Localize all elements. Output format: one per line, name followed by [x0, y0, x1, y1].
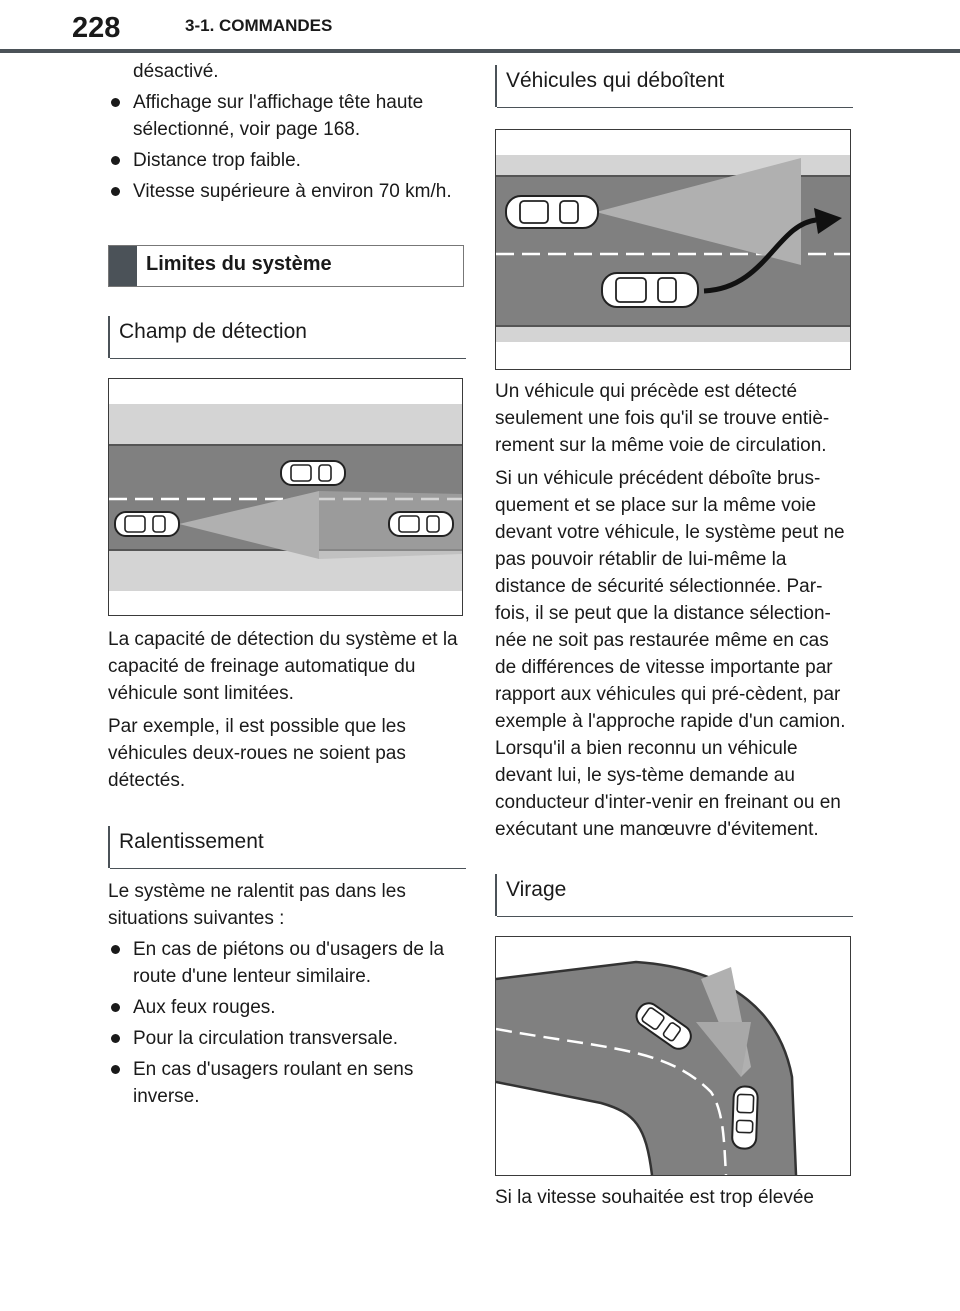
bullet-dot-icon	[111, 98, 120, 107]
ralent-paragraph-1: Le système ne ralentit pas dans les situations suivantes :	[108, 881, 406, 929]
bullet-dot-icon	[111, 156, 120, 165]
figure-detection-field	[108, 378, 463, 616]
subheading-ralentissement	[108, 826, 464, 868]
list-item: Affichage sur l'affichage tête haute sélectionné, voir page 168.	[108, 89, 464, 143]
page-number: 228	[72, 12, 121, 44]
detection-field-illustration	[109, 379, 462, 615]
header-rule	[0, 49, 960, 53]
list-item: Distance trop faible.	[108, 147, 464, 174]
figure-cutting-in	[495, 129, 851, 370]
bullet-dot-icon	[111, 1065, 120, 1074]
bullet-dot-icon	[111, 1003, 120, 1012]
deboit-paragraph-1: Un véhicule qui précède est détecté seulement une fois qu'il se trouve entiè-rement sur la même voie de circulation.	[495, 381, 830, 456]
left-column	[108, 58, 464, 1110]
car-icon	[602, 273, 698, 307]
subheading-title: Champ de détection	[119, 320, 307, 343]
section-heading-limites	[108, 245, 464, 287]
car-icon	[732, 1086, 758, 1149]
champ-paragraph-1: La capacité de détection du système et la capacité de freinage automatique du véhicule sont limitées.	[108, 629, 458, 704]
subheading-champ-detection	[108, 316, 464, 358]
deboit-paragraph-2: Si un véhicule précédent déboîte brus-quement et se place sur la même voie devant votre véhicule, le système peut ne pas pouvoir rétablir de lui-même la distance de sécurité sélectionnée. Par-fois, il se peut que la distance sélection-née ne soit pas restaurée même en cas de différences de vitesse importante par rapport aux véhicules qui pré-cèdent, par exemple à l'approche rapide d'un camion. Lorsqu'il a bien reconnu un véhicule devant lui, le sys-tème demande au conducteur d'inter-venir en freinant ou en exécutant une manœuvre d'évitement.	[495, 468, 846, 840]
intro-continuation: désactivé.	[133, 61, 219, 82]
subheading-title: Ralentissement	[119, 830, 264, 853]
car-icon	[115, 512, 179, 536]
page-header	[0, 0, 960, 56]
bullet-list-bottom	[108, 936, 464, 1110]
list-item: Vitesse supérieure à environ 70 km/h.	[108, 178, 464, 205]
section-tab-marker	[109, 246, 137, 286]
list-item: Pour la circulation transversale.	[108, 1025, 464, 1052]
car-icon	[389, 512, 453, 536]
section-title: Limites du système	[146, 253, 332, 275]
right-column	[495, 58, 851, 1211]
list-item: En cas de piétons ou d'usagers de la route d'une lenteur similaire.	[108, 936, 464, 990]
cutting-in-illustration	[496, 130, 850, 369]
subheading-vehicules-deboitent	[495, 65, 851, 107]
figure-curve	[495, 936, 851, 1176]
list-item: En cas d'usagers roulant en sens inverse.	[108, 1056, 464, 1110]
subheading-title: Virage	[506, 878, 567, 901]
subheading-virage	[495, 874, 851, 916]
bullet-dot-icon	[111, 187, 120, 196]
car-icon	[281, 461, 345, 485]
chapter-title: 3-1. COMMANDES	[185, 16, 333, 35]
curve-illustration	[496, 937, 850, 1175]
virage-paragraph-1: Si la vitesse souhaitée est trop élevée	[495, 1187, 814, 1208]
car-icon	[506, 196, 598, 228]
list-item: Aux feux rouges.	[108, 994, 464, 1021]
subheading-title: Véhicules qui déboîtent	[506, 69, 725, 92]
champ-paragraph-2: Par exemple, il est possible que les véhicules deux-roues ne soient pas détectés.	[108, 716, 406, 791]
bullet-list-top	[108, 89, 464, 205]
bullet-dot-icon	[111, 1034, 120, 1043]
bullet-dot-icon	[111, 945, 120, 954]
